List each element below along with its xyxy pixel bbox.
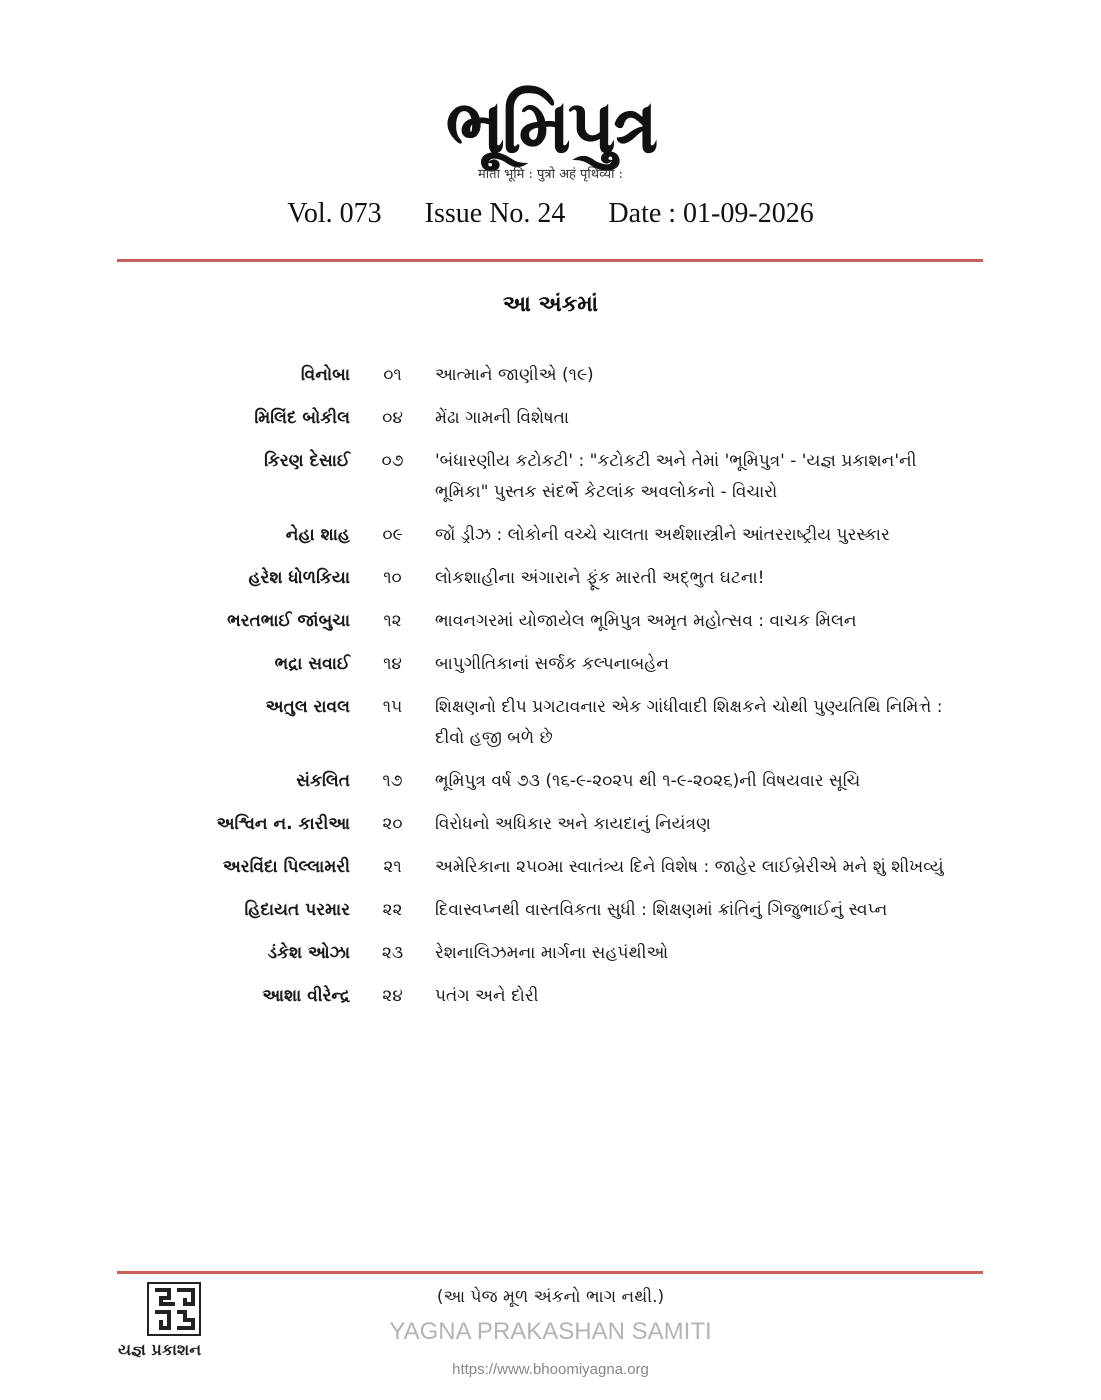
toc-entry	[0, 649, 1101, 680]
toc-page-number: ૧૫	[382, 697, 403, 717]
toc-entry	[0, 360, 1101, 391]
issue-number: Issue No. 24	[424, 198, 566, 229]
toc-page-number: ૨૨	[382, 900, 403, 920]
toc-page-number: ૦૪	[382, 408, 403, 428]
toc-page-number: ૨૩	[381, 943, 404, 963]
table-of-contents	[0, 360, 1101, 1024]
toc-article-title: પતંગ અને દોરી	[435, 986, 539, 1006]
toc-author: મિલિંદ બોકીલ	[254, 408, 350, 428]
contents-heading: આ અંકમાં	[502, 292, 599, 317]
toc-author: અશ્વિન ન. કારીઆ	[216, 814, 350, 834]
toc-page-number: ૧૦	[383, 568, 402, 588]
toc-page-number: ૦૧	[383, 365, 402, 385]
toc-article-title: બાપુગીતિકાનાં સર્જક કલ્પનાબહેન	[435, 654, 670, 674]
toc-author: અતુલ રાવલ	[265, 697, 350, 717]
toc-page-number: ૦૯	[382, 525, 403, 545]
toc-entry	[0, 403, 1101, 434]
toc-page-number: ૨૧	[383, 857, 402, 877]
toc-article-title: અમેરિકાના ૨૫૦મા સ્વાતંત્ર્ય દિને વિશેષ : જાહેર લાઈબ્રેરીએ મને શું શીખવ્યું	[435, 857, 944, 877]
toc-article-title: ભૂમિપુત્ર વર્ષ ૭૩ (૧૬-૯-૨૦૨૫ થી ૧-૯-૨૦૨૬)ની વિષયવાર સૂચિ	[435, 771, 861, 791]
toc-entry	[0, 446, 1101, 508]
toc-article-title: રેશનાલિઝમના માર્ગના સહપંથીઓ	[435, 943, 669, 963]
toc-author: વિનોબા	[300, 365, 350, 385]
toc-author: નેહા શાહ	[285, 525, 350, 545]
toc-article-title: દિવાસ્વપ્નથી વાસ્તવિકતા સુધી : શિક્ષણમાં ક્રાંતિનું ગિજુભાઈનું સ્વપ્ન	[435, 900, 888, 920]
toc-author: ડંકેશ ઓઝા	[267, 943, 350, 963]
issue-info	[0, 198, 1101, 230]
toc-author: હરેશ ધોળકિયા	[248, 568, 350, 588]
toc-article-title: 'બંધારણીય કટોકટી' : "કટોકટી અને તેમાં 'ભૂમિપુત્ર' - 'યજ્ઞ પ્રકાશન'ની ભૂમિકા" પુસ્તક સંદર્ભે કેટલાંક અવલોકનો - વિચારો	[435, 451, 917, 502]
toc-entry	[0, 938, 1101, 969]
toc-entry	[0, 852, 1101, 883]
toc-entry	[0, 895, 1101, 926]
toc-article-title: વિરોધનો અધિકાર અને કાયદાનું નિયંત્રણ	[435, 814, 711, 834]
footer-note: (આ પેજ મૂળ અંકનો ભાગ નથી.)	[436, 1287, 665, 1307]
publisher-name: YAGNA PRAKASHAN SAMITI	[389, 1318, 712, 1345]
toc-entry	[0, 981, 1101, 1012]
toc-entry	[0, 606, 1101, 637]
toc-article-title: શિક્ષણનો દીપ પ્રગટાવનાર એક ગાંધીવાદી શિક્ષકને ચોથી પુણ્યતિથિ નિમિત્તે : દીવો હજી બળે છે	[435, 697, 943, 748]
toc-page-number: ૨૪	[382, 986, 403, 1006]
toc-page-number: ૨૦	[382, 814, 403, 834]
toc-entry	[0, 766, 1101, 797]
toc-page-number: ૧૨	[383, 611, 402, 631]
toc-entry	[0, 563, 1101, 594]
toc-author: હિદાયત પરમાર	[244, 900, 350, 920]
toc-article-title: જોં ડ્રીઝ : લોકોની વચ્ચે ચાલતા અર્થશાસ્ત્રીને આંતરરાષ્ટ્રીય પુરસ્કાર	[435, 525, 890, 545]
website-link[interactable]: https://www.bhoomiyagna.org	[452, 1361, 649, 1378]
toc-page-number: ૧૪	[383, 654, 402, 674]
toc-author: ભરતભાઈ જાંબુચા	[227, 611, 350, 631]
toc-article-title: લોકશાહીના અંગારાને ફૂંક મારતી અદ્‌ભુત ઘટના!	[435, 568, 765, 588]
toc-page-number: ૦૭	[381, 451, 404, 471]
toc-entry	[0, 692, 1101, 754]
top-divider	[117, 259, 983, 262]
masthead-logo: ભૂમિપુત્ર	[445, 84, 656, 170]
toc-entry	[0, 809, 1101, 840]
toc-page-number: ૧૭	[382, 771, 403, 791]
toc-article-title: આત્માને જાણીએ (૧૯)	[435, 365, 594, 385]
toc-entry	[0, 520, 1101, 551]
issue-date: Date : 01-09-2026	[608, 198, 814, 229]
toc-article-title: ભાવનગરમાં યોજાયેલ ભૂમિપુત્ર અમૃત મહોત્સવ : વાચક મિલન	[435, 611, 857, 631]
toc-author: સંકલિત	[296, 771, 350, 791]
bottom-divider	[117, 1271, 983, 1274]
footer-logo-text: યજ્ઞ પ્રકાશન	[118, 1340, 202, 1359]
volume-number: Vol. 073	[287, 198, 382, 229]
toc-author: ભદ્રા સવાઈ	[274, 654, 350, 674]
toc-author: કિરણ દેસાઈ	[264, 451, 350, 471]
toc-article-title: મેંઢા ગામની વિશેષતા	[435, 408, 570, 428]
masthead-tagline: माता भूमि : पुत्रो अहं पृथिव्या :	[478, 167, 623, 182]
toc-author: અરવિંદા પિલ્લામરી	[222, 857, 350, 877]
toc-author: આશા વીરેન્દ્ર	[262, 986, 350, 1006]
